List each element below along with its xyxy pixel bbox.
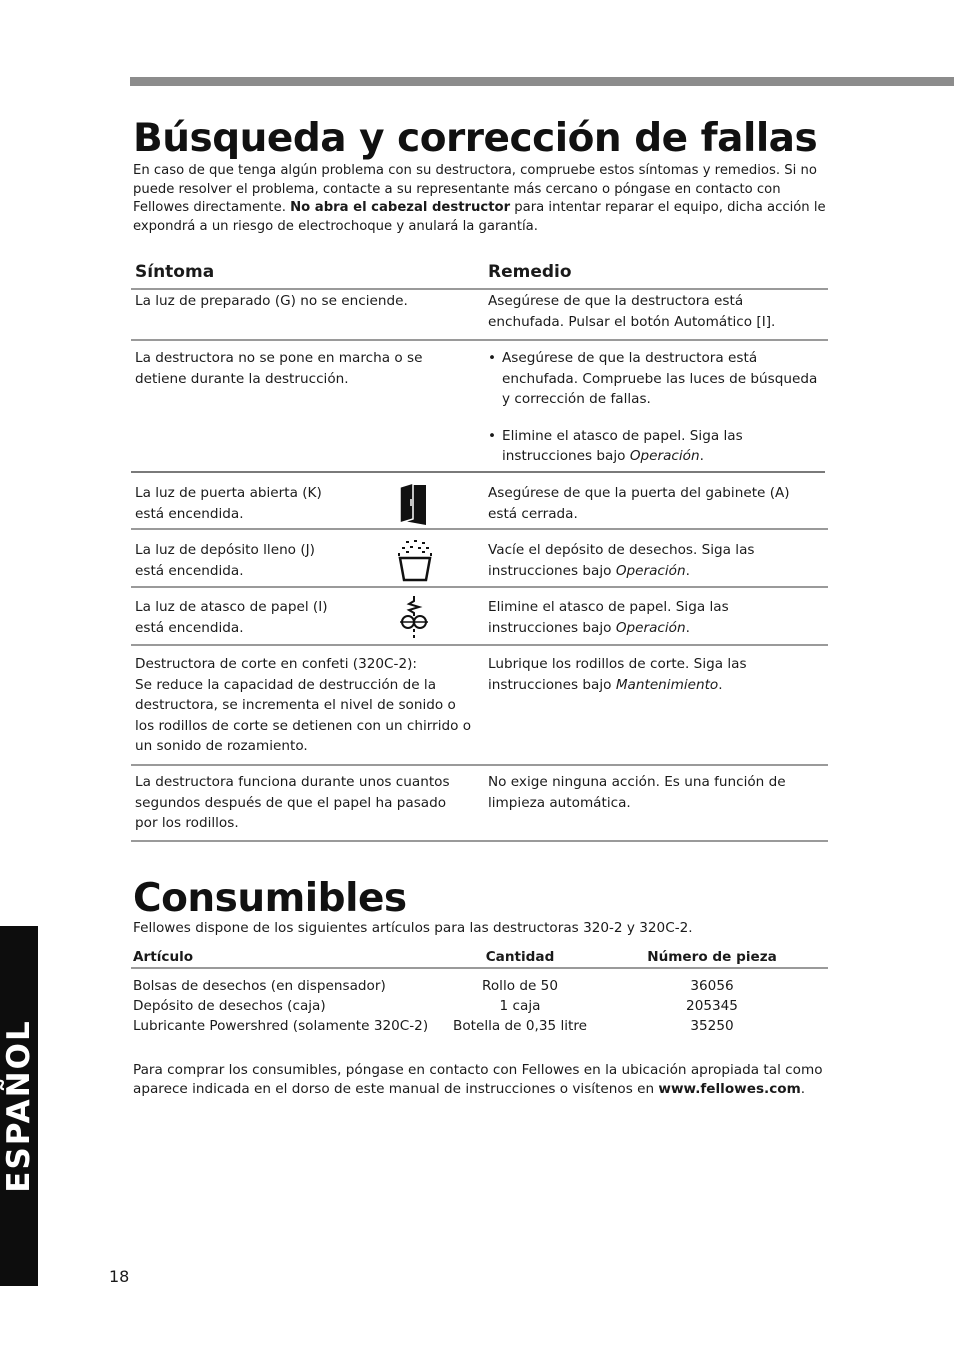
table-rule xyxy=(131,471,825,473)
remedy-bullet: • Elimine el atasco de papel. Siga las instrucciones bajo Operación. xyxy=(488,426,818,467)
table-row-symptom: La luz de depósito lleno (J) está encendida. xyxy=(135,542,315,579)
consumables-row-item: Lubricante Powershred (solamente 320C-2) xyxy=(133,1018,429,1034)
remedy-bullet: • Asegúrese de que la destructora está enchufada. Compruebe las luces de búsqueda y corrección de fallas. xyxy=(488,348,818,410)
top-divider-bar xyxy=(130,77,954,86)
table-rule xyxy=(131,528,828,530)
warning-bold: No abra el cabezal destructor xyxy=(290,200,511,215)
consumables-header-part-number: Número de pieza xyxy=(647,949,777,965)
fellowes-website-link[interactable]: www.fellowes.com xyxy=(658,1081,801,1097)
troubleshooting-intro: En caso de que tenga algún problema con su destructora, compruebe estos síntomas y remedios. Si no puede resolver el problema, contacte a su representante más cercano o póngase en contacto con Fellowes directamente. No abra el cabezal destructor para intentar reparar el equipo, dicha acción le expondrá a un riesgo de electrochoque y anulará la garantía. xyxy=(133,163,826,234)
table-row-symptom: Destructora de corte en confeti (320C-2): Se reduce la capacidad de destrucción de la destructora, se incrementa el nivel de sonido o los rodillos de corte se detienen con un chirrido o un sonido de rozamiento. xyxy=(135,656,472,754)
bin-full-icon xyxy=(393,538,437,584)
consumables-row-part-number: 36056 xyxy=(690,978,734,994)
table-rule xyxy=(131,339,828,341)
paper-jam-icon xyxy=(398,595,430,641)
table-row-remedy: Asegúrese de que la destructora está enchufada. Pulsar el botón Automático [I]. xyxy=(488,293,776,330)
cabinet-door-open-icon xyxy=(396,481,432,527)
table-rule xyxy=(131,644,828,646)
consumables-row-quantity: 1 caja xyxy=(499,998,541,1014)
table-rule-header xyxy=(131,288,828,290)
header-remedy: Remedio xyxy=(488,262,572,282)
consumables-title: Consumibles xyxy=(133,876,407,921)
table-row-symptom: La luz de puerta abierta (K) está encendida. xyxy=(135,485,322,522)
consumables-row-quantity: Botella de 0,35 litre xyxy=(453,1018,587,1034)
consumables-rule xyxy=(131,967,828,969)
consumables-row-part-number: 205345 xyxy=(686,998,738,1014)
consumables-row-item: Bolsas de desechos (en dispensador) xyxy=(133,978,386,994)
table-row-symptom: La destructora no se pone en marcha o se detiene durante la destrucción. xyxy=(135,350,423,387)
page-number: 18 xyxy=(109,1267,130,1286)
table-rule xyxy=(131,586,828,588)
table-row-remedy: Vacíe el depósito de desechos. Siga las instrucciones bajo Operación. xyxy=(488,542,755,579)
consumables-header-quantity: Cantidad xyxy=(485,949,555,965)
troubleshooting-title: Búsqueda y corrección de fallas xyxy=(133,116,818,161)
consumables-intro: Fellowes dispone de los siguientes artículos para las destructoras 320-2 y 320C-2. xyxy=(133,920,693,936)
consumables-row-item: Depósito de desechos (caja) xyxy=(133,998,326,1014)
language-tab xyxy=(0,926,38,1286)
table-row-remedy: No exige ninguna acción. Es una función de limpieza automática. xyxy=(488,774,786,811)
table-row-remedy: Elimine el atasco de papel. Siga las instrucciones bajo Operación. xyxy=(488,599,729,636)
table-row-symptom: La luz de preparado (G) no se enciende. xyxy=(135,293,408,309)
header-symptom: Síntoma xyxy=(135,262,215,282)
consumables-row-part-number: 35250 xyxy=(690,1018,734,1034)
table-row-remedy: Asegúrese de que la puerta del gabinete (A) está cerrada. xyxy=(488,485,790,522)
table-rule xyxy=(131,764,828,766)
language-tab-label: ESPAÑOL xyxy=(1,1019,37,1193)
purchase-text: Para comprar los consumibles, póngase en contacto con Fellowes en la ubicación apropiada tal como aparece indicada en el dorso de este manual de instrucciones o visítenos en www.fellowes.com. xyxy=(133,1062,823,1097)
consumables-row-quantity: Rollo de 50 xyxy=(482,978,558,994)
table-row-symptom: La luz de atasco de papel (I) está encendida. xyxy=(135,599,328,636)
table-rule xyxy=(131,840,828,842)
consumables-header-item: Artículo xyxy=(133,949,194,965)
table-row-remedy xyxy=(488,348,818,467)
table-row-symptom: La destructora funciona durante unos cuantos segundos después de que el papel ha pasado por los rodillos. xyxy=(135,774,450,831)
table-row-remedy: Lubrique los rodillos de corte. Siga las instrucciones bajo Mantenimiento. xyxy=(488,656,747,693)
